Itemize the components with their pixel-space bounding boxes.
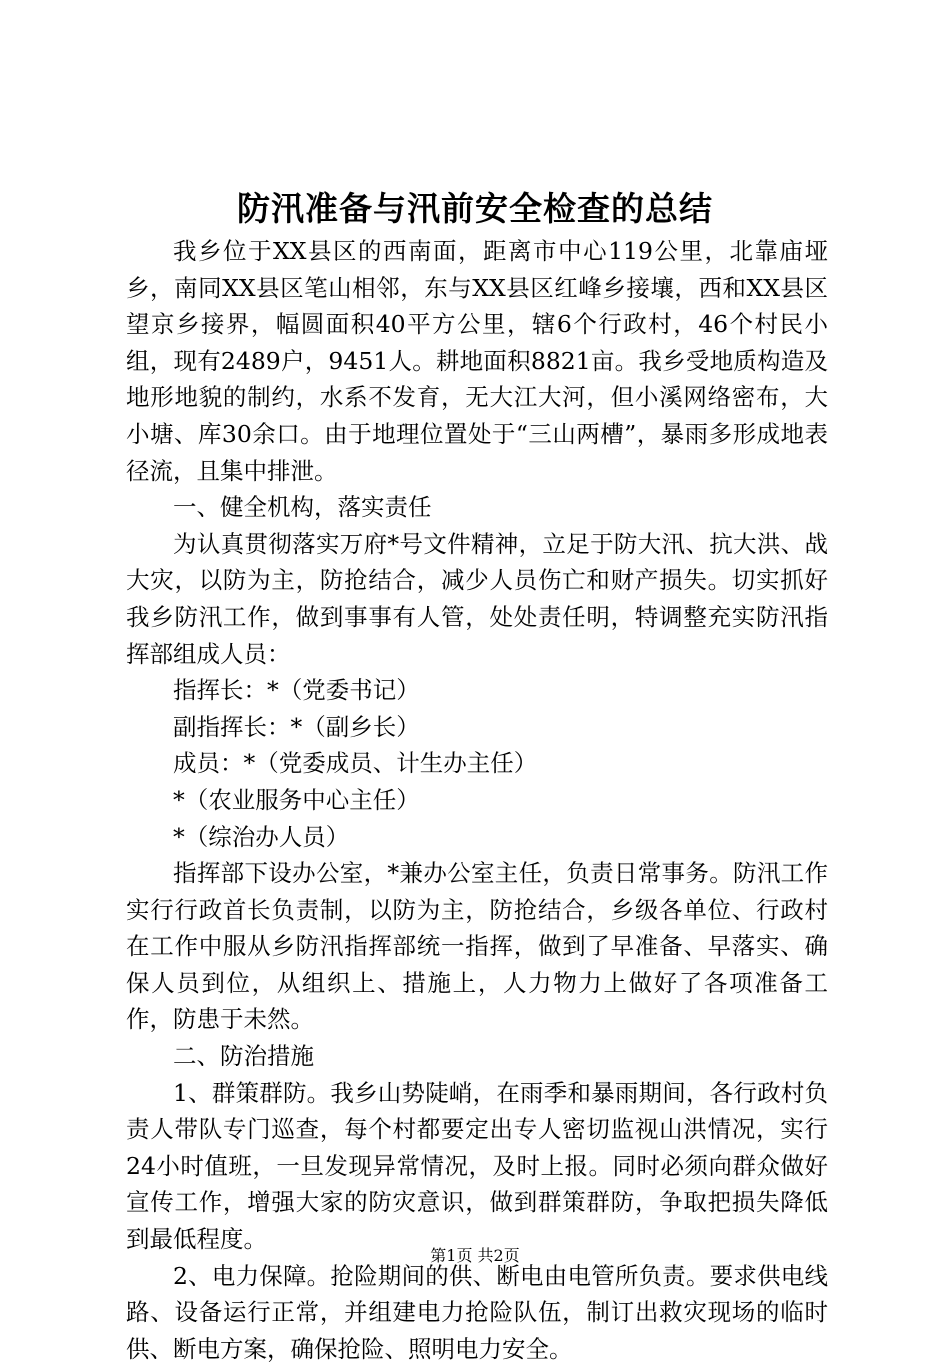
paragraph-organization: 为认真贯彻落实万府*号文件精神，立足于防大汛、抗大洪、战大灾，以防为主，防抢结合，减少人员伤亡和财产损失。切实抓好我乡防汛工作，做到事事有人管，处处责任明，特调整充实防汛指挥部组成人员：	[126, 529, 828, 668]
document-title: 防汛准备与汛前安全检查的总结	[237, 189, 713, 228]
member-member-2: *（农业服务中心主任）	[173, 785, 420, 814]
member-member-3: *（综治办人员）	[173, 822, 350, 851]
member-member-1: 成员：*（党委成员、计生办主任）	[173, 749, 538, 778]
section-heading-measures: 二、防治措施	[173, 1042, 314, 1071]
page-footer: 第1页 共2页	[430, 1246, 520, 1265]
paragraph-measure-1: 1、群策群防。我乡山势陡峭，在雨季和暴雨期间，各行政村负责人带队专门巡查，每个村都要定出专人密切监视山洪情况，实行24小时值班，一旦发现异常情况，及时上报。同时必须向群众做好宣传工作，增强大家的防灾意识，做到群策群防，争取把损失降低到最低程度。	[126, 1078, 828, 1254]
paragraph-measure-2: 2、电力保障。抢险期间的供、断电由电管所负责。要求供电线路、设备运行正常，并组建电力抢险队伍，制订出救灾现场的临时供、断电方案，确保抢险、照明电力安全。	[126, 1261, 828, 1363]
member-commander: 指挥长：*（党委书记）	[173, 676, 420, 705]
member-deputy-commander: 副指挥长：*（副乡长）	[173, 712, 420, 741]
document-body	[126, 233, 828, 1367]
paragraph-office: 指挥部下设办公室，*兼办公室主任，负责日常事务。防汛工作实行行政首长负责制，以防为主，防抢结合，乡级各单位、行政村在工作中服从乡防汛指挥部统一指挥，做到了早准备、早落实、确保人员到位，从组织上、措施上，人力物力上做好了各项准备工作，防患于未然。	[126, 859, 828, 1034]
section-heading-organization: 一、健全机构，落实责任	[173, 493, 432, 522]
paragraph-overview: 我乡位于XX县区的西南面，距离市中心119公里，北靠庙垭乡，南同XX县区笔山相邻，东与XX县区红峰乡接壤，西和XX县区望京乡接界，幅圆面积40平方公里，辖6个行政村，46个村民小组，现有2489户，9451人。耕地面积8821亩。我乡受地质构造及地形地貌的制约，水系不发育，无大江大河，但小溪网络密布，大小塘、库30余口。由于地理位置处于“三山两槽”，暴雨多形成地表径流，且集中排泄。	[126, 237, 828, 485]
